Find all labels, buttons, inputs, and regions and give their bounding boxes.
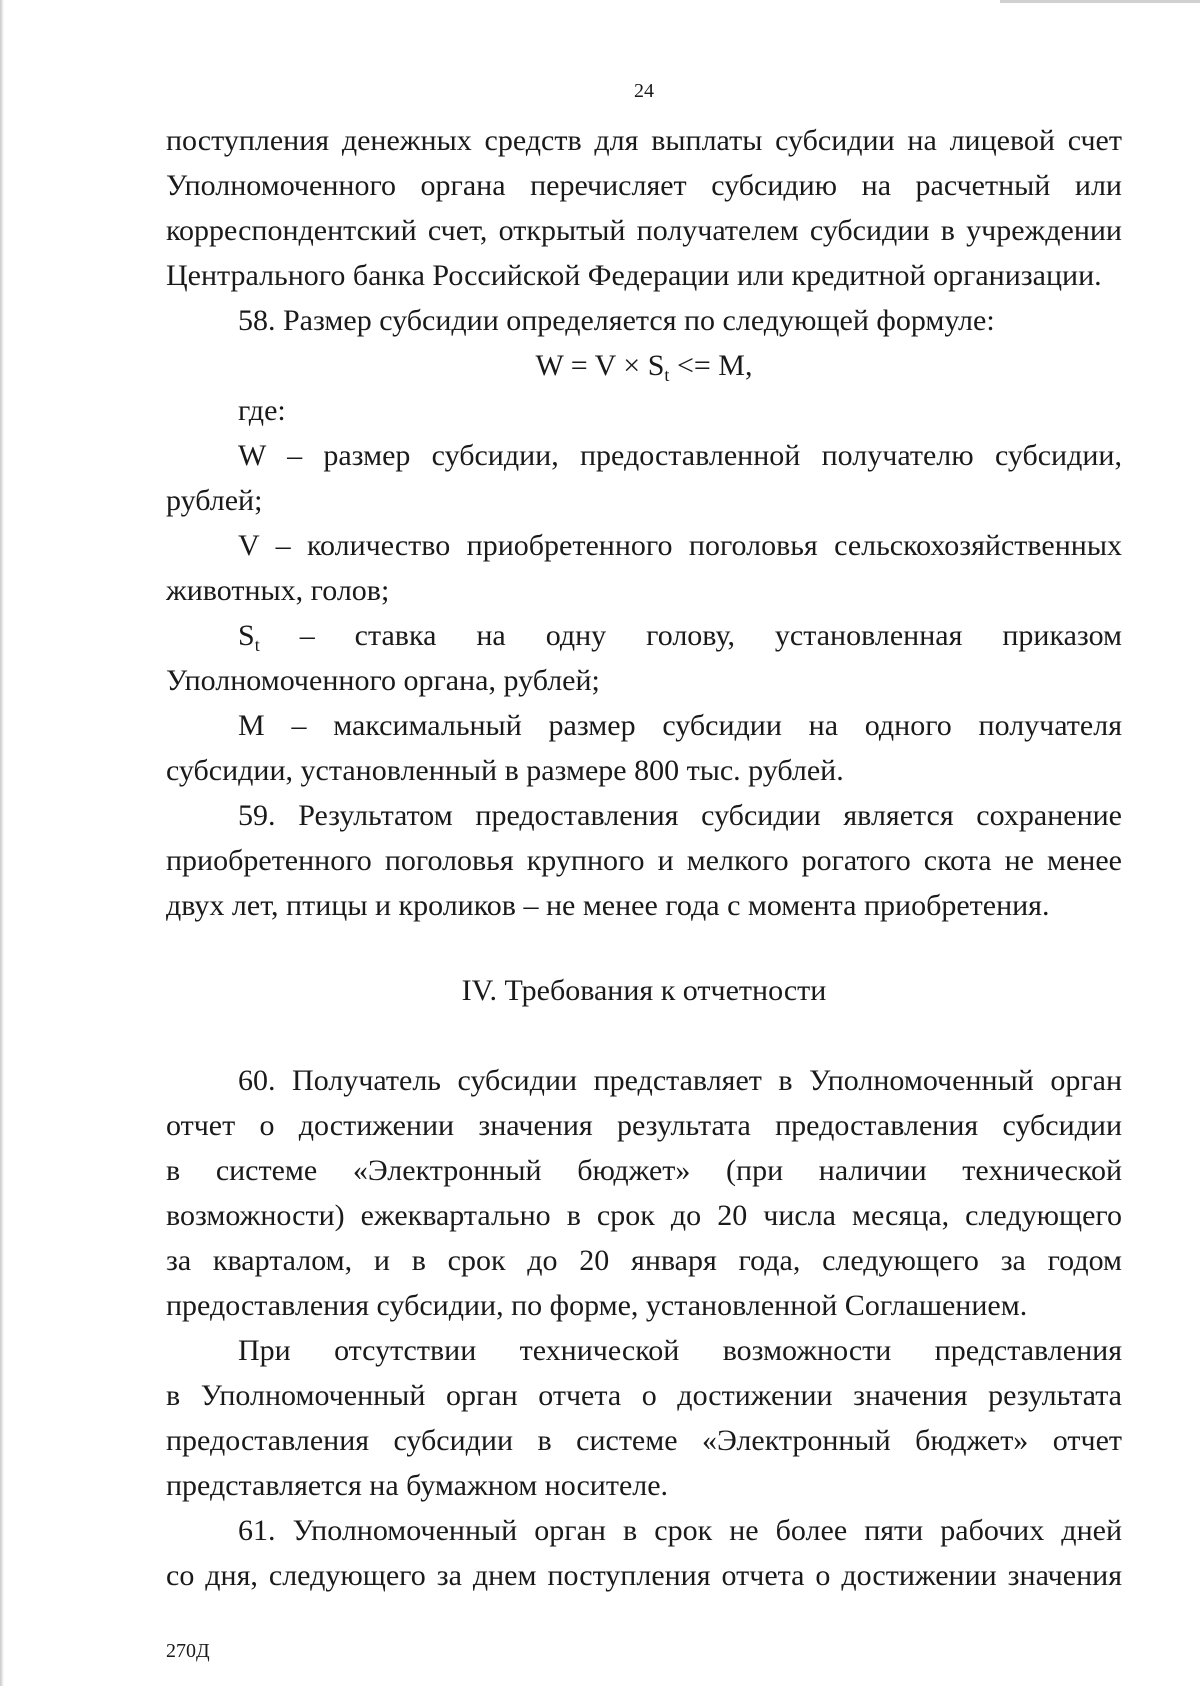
paragraph-59: [166, 793, 1122, 928]
text-line: представляется на бумажном носителе.: [166, 1469, 669, 1502]
section-heading: IV. Требования к отчетности: [461, 974, 827, 1007]
definition-w: [166, 433, 1122, 523]
text-line: корреспондентский счет, открытый получателем субсидии в учреждении: [166, 214, 1122, 247]
paragraph-continuation: [166, 118, 1122, 298]
page-scan-edge-top: [1000, 0, 1200, 3]
text-line: [166, 613, 1122, 658]
text-line: Уполномоченного органа перечисляет субсидию на расчетный или: [166, 169, 1122, 202]
where-label: где:: [238, 394, 286, 427]
text-line: отчет о достижении значения результата предоставления субсидии: [166, 1109, 1122, 1142]
where-label-block: [166, 388, 1122, 433]
text-line: 58. Размер субсидии определяется по следующей формуле:: [238, 304, 995, 337]
text-line: 60. Получатель субсидии представляет в Уполномоченный орган: [238, 1064, 1122, 1097]
paragraph-58: [166, 298, 1122, 343]
text-line: предоставления субсидии, по форме, установленной Соглашением.: [166, 1289, 1028, 1322]
text-line: животных, голов;: [166, 574, 390, 607]
text-line: в Уполномоченный орган отчета о достижении значения результата: [166, 1379, 1122, 1412]
text-line: двух лет, птицы и кроликов – не менее года с момента приобретения.: [166, 889, 1050, 922]
text-line: рублей;: [166, 484, 263, 517]
text-line: 61. Уполномоченный орган в срок не более пяти рабочих дней: [238, 1514, 1122, 1547]
paragraph-61: [166, 1508, 1122, 1598]
document-code: 270Д: [166, 1640, 210, 1662]
text-line: в системе «Электронный бюджет» (при наличии технической: [166, 1154, 1122, 1187]
page-scan-edge-left: [0, 0, 4, 1686]
st-definition: – ставка на одну голову, установленная приказом: [259, 619, 1122, 652]
text-line: 59. Результатом предоставления субсидии является сохранение: [238, 799, 1122, 832]
st-subscript: t: [254, 635, 260, 655]
formula-subscript: t: [664, 365, 670, 385]
text-line: предоставления субсидии в системе «Электронный бюджет» отчет: [166, 1424, 1122, 1457]
definition-m: [166, 703, 1122, 793]
text-line: возможности) ежеквартально в срок до 20 числа месяца, следующего: [166, 1199, 1122, 1232]
text-line: со дня, следующего за днем поступления отчета о достижении значения: [166, 1559, 1122, 1592]
text-line: субсидии, установленный в размере 800 тыс. рублей.: [166, 754, 844, 787]
definition-v: [166, 523, 1122, 613]
text-line: V – количество приобретенного поголовья сельскохозяйственных: [238, 529, 1122, 562]
st-symbol: S: [238, 619, 255, 652]
text-line: Уполномоченного органа, рублей;: [166, 664, 600, 697]
paragraph-60-continued: [166, 1328, 1122, 1508]
formula-left: W = V × S: [535, 349, 665, 382]
text-line: W – размер субсидии, предоставленной получателю субсидии,: [238, 439, 1122, 472]
text-line: поступления денежных средств для выплаты субсидии на лицевой счет: [166, 124, 1122, 157]
text-line: приобретенного поголовья крупного и мелкого рогатого скота не менее: [166, 844, 1122, 877]
paragraph-60: [166, 1058, 1122, 1328]
text-line: Центрального банка Российской Федерации или кредитной организации.: [166, 259, 1102, 292]
text-line: При отсутствии технической возможности представления: [238, 1334, 1122, 1367]
text-line: M – максимальный размер субсидии на одного получателя: [238, 709, 1122, 742]
definition-st: [166, 613, 1122, 703]
page-number: 24: [634, 80, 654, 102]
text-line: за кварталом, и в срок до 20 января года, следующего за годом: [166, 1244, 1122, 1277]
formula-right: <= M,: [669, 349, 753, 382]
